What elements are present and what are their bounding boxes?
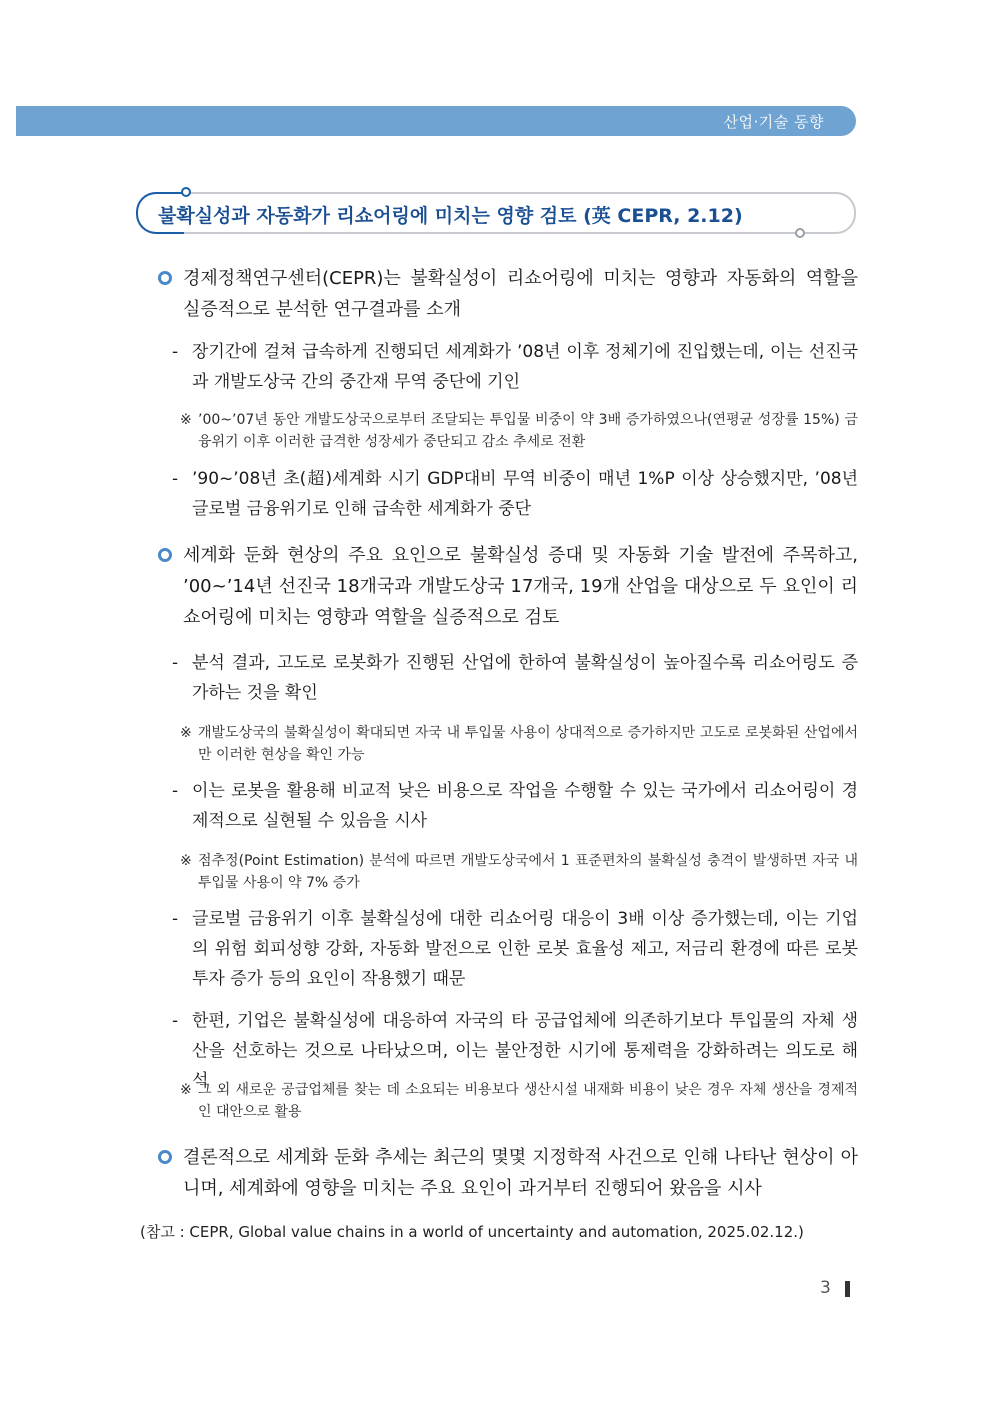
dash-text: 이는 로봇을 활용해 비교적 낮은 비용으로 작업을 수행할 수 있는 국가에서 리쇼어링이 경제적으로 실현될 수 있음을 시사	[192, 781, 858, 831]
dash-item	[172, 904, 858, 994]
reference-citation: (참고 : CEPR, Global value chains in a world of uncertainty and automation, 2025.02.12.)	[140, 1223, 804, 1241]
note-marker: ※	[180, 412, 192, 428]
dash-item	[172, 776, 858, 836]
dash-text: ’90~’08년 초(超)세계화 시기 GDP대비 무역 비중이 매년 1%P 이상 상승했지만, ’08년 글로벌 금융위기로 인해 급속한 세계화가 중단	[192, 469, 858, 519]
note-text: 점추정(Point Estimation) 분석에 따르면 개발도상국에서 1 표준편차의 불확실성 충격이 발생하면 자국 내 투입물 사용이 약 7% 증가	[198, 853, 858, 891]
dash-text: 글로벌 금융위기 이후 불확실성에 대한 리쇼어링 대응이 3배 이상 증가했는데, 이는 기업의 위험 회피성향 강화, 자동화 발전으로 인한 로봇 효율성 제고, 저금리 환경에 따른 로봇 투자 증가 등의 요인이 작용했기 때문	[192, 909, 858, 989]
note-text: ’00~’07년 동안 개발도상국으로부터 조달되는 투입물 비중이 약 3배 증가하였으나(연평균 성장률 15%) 금융위기 이후 이러한 급격한 성장세가 중단되고 감소 추세로 전환	[198, 412, 858, 450]
dash-marker: -	[172, 342, 179, 362]
dash-item	[172, 464, 858, 524]
bullet-text: 경제정책연구센터(CEPR)는 불확실성이 리쇼어링에 미치는 영향과 자동화의 역할을 실증적으로 분석한 연구결과를 소개	[183, 268, 858, 320]
note-marker: ※	[180, 853, 192, 869]
bullet-text: 세계화 둔화 현상의 주요 요인으로 불확실성 증대 및 자동화 기술 발전에 주목하고, ’00~’14년 선진국 18개국과 개발도상국 17개국, 19개 산업을 대상으로 두 요인이 리쇼어링에 미치는 영향과 역할을 실증적으로 검토	[183, 545, 858, 628]
note-text: 개발도상국의 불확실성이 확대되면 자국 내 투입물 사용이 상대적으로 증가하지만 고도로 로봇화된 산업에서만 이러한 현상을 확인 가능	[198, 725, 858, 763]
dash-marker: -	[172, 909, 179, 929]
page-marker-bar	[845, 1281, 850, 1297]
bullet-ring-icon	[158, 271, 172, 285]
note-text: 그 외 새로운 공급업체를 찾는 데 소요되는 비용보다 생산시설 내재화 비용이 낮은 경우 자체 생산을 경제적인 대안으로 활용	[198, 1082, 858, 1120]
bullet-point	[158, 263, 858, 325]
dash-marker: -	[172, 469, 179, 489]
note-item	[180, 850, 858, 894]
dash-item	[172, 648, 858, 708]
dash-text: 분석 결과, 고도로 로봇화가 진행된 산업에 한하여 불확실성이 높아질수록 리쇼어링도 증가하는 것을 확인	[192, 653, 858, 703]
page-number: 3	[820, 1278, 831, 1298]
dash-text: 장기간에 걸쳐 급속하게 진행되던 세계화가 ’08년 이후 정체기에 진입했는데, 이는 선진국과 개발도상국 간의 중간재 무역 중단에 기인	[192, 342, 858, 392]
dash-marker: -	[172, 781, 179, 801]
section-label: 산업·기술 동향	[723, 113, 824, 131]
dash-marker: -	[172, 1011, 179, 1031]
header-bar	[16, 106, 856, 136]
bullet-ring-icon	[158, 1150, 172, 1164]
note-item	[180, 1079, 858, 1123]
note-marker: ※	[180, 1082, 192, 1098]
title-knob-bottom-icon	[795, 228, 805, 238]
bullet-point	[158, 1142, 858, 1204]
bullet-ring-icon	[158, 548, 172, 562]
note-item	[180, 722, 858, 766]
page-title: 불확실성과 자동화가 리쇼어링에 미치는 영향 검토 (英 CEPR, 2.12)	[158, 205, 743, 227]
title-knob-top-icon	[181, 187, 191, 197]
note-item	[180, 409, 858, 453]
dash-text: 한편, 기업은 불확실성에 대응하여 자국의 타 공급업체에 의존하기보다 투입물의 자체 생산을 선호하는 것으로 나타났으며, 이는 불안정한 시기에 통제력을 강화하려는 의도로 해석	[192, 1011, 858, 1091]
dash-marker: -	[172, 653, 179, 673]
bullet-text: 결론적으로 세계화 둔화 추세는 최근의 몇몇 지정학적 사건으로 인해 나타난 현상이 아니며, 세계화에 영향을 미치는 주요 요인이 과거부터 진행되어 왔음을 시사	[183, 1147, 858, 1199]
note-marker: ※	[180, 725, 192, 741]
dash-item	[172, 337, 858, 397]
bullet-point	[158, 540, 858, 633]
